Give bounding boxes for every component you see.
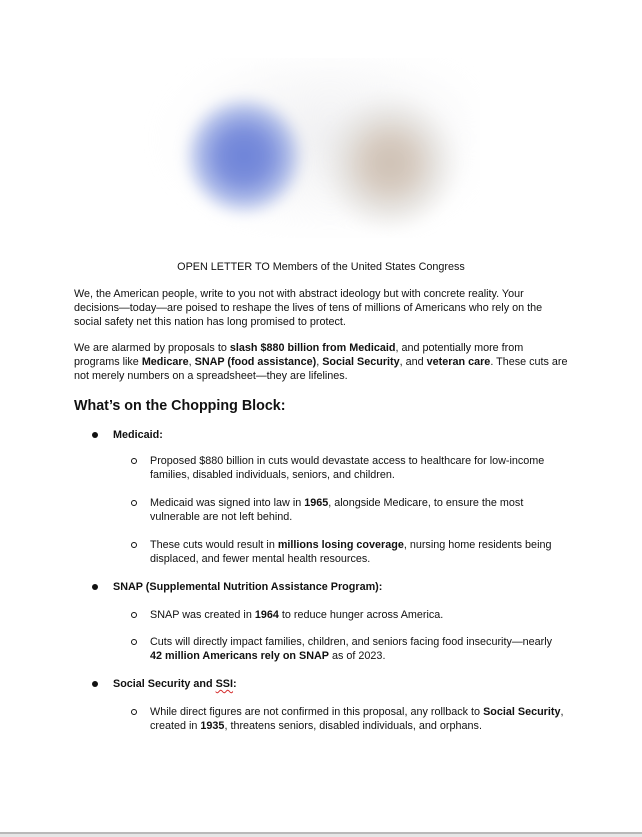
sub-bullet-icon — [131, 639, 137, 645]
medicaid-point-1: Proposed $880 billion in cuts would devastate access to healthcare for low-income families, disabled individuals, seniors, and children. — [150, 455, 545, 481]
alarm-text-6: . These cuts are not merely numbers on a spreadsheet—they are lifelines. — [74, 356, 568, 382]
snap-point-1 — [150, 608, 566, 622]
program-label-medicaid: Medicaid: — [113, 429, 163, 441]
medicaid-point-3 — [150, 538, 566, 566]
snap-point-2-text-b: as of 2023. — [329, 650, 386, 662]
ss-point-1-bold: Social Security — [483, 706, 561, 718]
alarm-paragraph — [74, 341, 568, 383]
snap-point-2-text-a: Cuts will directly impact families, children, and seniors facing food insecurity—nearly — [150, 636, 553, 648]
ss-point-1-text-c: , threatens seniors, disabled individuals, and orphans. — [224, 720, 482, 732]
alarm-text-2: , and potentially more from programs like — [74, 342, 524, 368]
intro-paragraph: We, the American people, write to you not with abstract ideology but with concrete reality. Your decisions—today—are poised to reshape the lives of tens of millions of Americans who rely on the social safety net this nation has long promised to protect. — [74, 288, 543, 328]
photo-portrait-right — [320, 98, 460, 228]
medicaid-point-2-text-b: , alongside Medicare, to ensure the most vulnerable are not left behind. — [150, 497, 524, 523]
alarm-bold-medicare: Medicare — [141, 356, 189, 368]
medicaid-point-2-year: 1965 — [304, 497, 329, 509]
ss-label-colon: : — [233, 678, 237, 690]
ss-point-1-text-b: , created in — [150, 706, 564, 732]
alarm-bold-snap: SNAP (food assistance) — [194, 356, 317, 368]
medicaid-point-3-text-b: , nursing home residents being displaced, and fewer mental health resources. — [150, 539, 552, 565]
program-label-social-security — [113, 677, 237, 691]
sub-bullet-icon — [131, 612, 137, 618]
alarm-bold-veteran-care: veteran care — [426, 356, 491, 368]
snap-point-1-year: 1964 — [254, 609, 279, 621]
header-photo — [144, 58, 480, 238]
sub-bullet-icon — [131, 500, 137, 506]
sub-bullet-icon — [131, 458, 137, 464]
ss-point-1-year: 1935 — [200, 720, 225, 732]
alarm-bold-medicaid: slash $880 billion from Medicaid — [229, 342, 396, 354]
photo-seal-left — [184, 96, 304, 216]
letter-title: OPEN LETTER TO Members of the United States Congress — [177, 261, 465, 273]
bullet-icon — [92, 432, 98, 438]
alarm-text-1: We are alarmed by proposals to — [74, 342, 230, 354]
snap-point-2 — [150, 635, 566, 663]
section-heading: What’s on the Chopping Block: — [74, 398, 286, 414]
bullet-icon — [92, 681, 98, 687]
medicaid-point-2-text-a: Medicaid was signed into law in — [150, 497, 305, 509]
ss-point-1-text-a: While direct figures are not confirmed in this proposal, any rollback to — [150, 706, 484, 718]
alarm-text-4: , — [316, 356, 323, 368]
sub-bullet-icon — [131, 709, 137, 715]
snap-point-1-text-a: SNAP was created in — [150, 609, 255, 621]
medicaid-point-3-bold: millions losing coverage — [277, 539, 404, 551]
ss-label-text: Social Security and — [113, 678, 216, 690]
social-security-point-1 — [150, 705, 566, 733]
medicaid-point-2 — [150, 496, 566, 524]
sub-bullet-icon — [131, 542, 137, 548]
snap-point-2-bold: 42 million Americans rely on SNAP — [150, 650, 330, 662]
snap-point-1-text-b: to reduce hunger across America. — [278, 609, 444, 621]
medicaid-point-3-text-a: These cuts would result in — [150, 539, 278, 551]
alarm-bold-social-security: Social Security — [322, 356, 400, 368]
program-label-snap: SNAP (Supplemental Nutrition Assistance Program): — [113, 581, 383, 593]
alarm-text-3: , — [188, 356, 195, 368]
alarm-text-5: , and — [399, 356, 427, 368]
spellcheck-flag-ssi[interactable]: SSI — [215, 678, 234, 690]
bullet-icon — [92, 584, 98, 590]
